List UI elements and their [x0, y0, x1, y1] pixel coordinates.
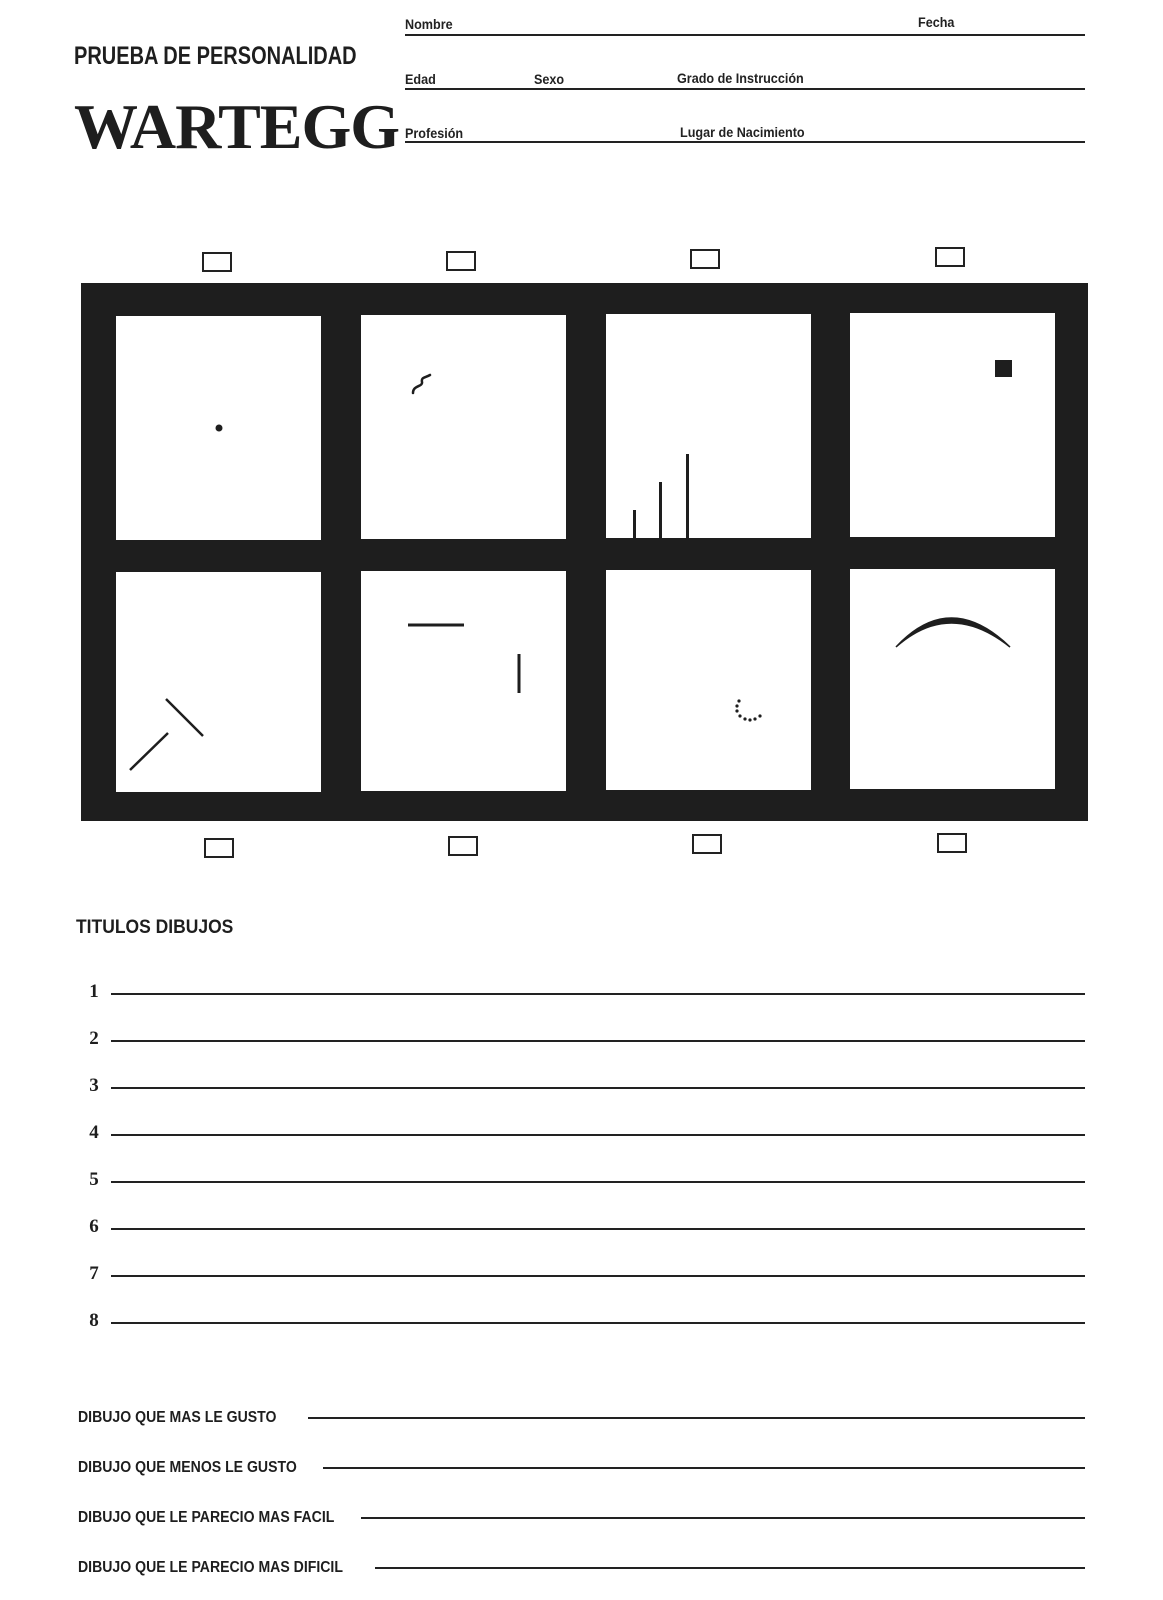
test-title: WARTEGG: [74, 91, 400, 162]
edad-sexo-grado-field[interactable]: [405, 88, 1085, 90]
title-line-5[interactable]: [111, 1181, 1085, 1183]
drawing-cell-6[interactable]: [361, 571, 566, 791]
diagonal-lines-icon: [116, 572, 321, 792]
most-liked-label: DIBUJO QUE MAS LE GUSTO: [78, 1409, 277, 1426]
title-number-7: 7: [89, 1263, 99, 1284]
fecha-label: Fecha: [918, 14, 955, 30]
profesion-label: Profesión: [405, 125, 464, 141]
sexo-label: Sexo: [534, 71, 565, 87]
title-number-4: 4: [89, 1122, 99, 1143]
drawing-cell-1[interactable]: [116, 316, 321, 540]
drawing-cell-4[interactable]: [850, 313, 1055, 537]
large-arc-icon: [850, 569, 1055, 789]
hardest-line[interactable]: [375, 1567, 1085, 1569]
title-number-2: 2: [89, 1028, 99, 1049]
drawing-cell-7[interactable]: [606, 570, 811, 790]
title-line-3[interactable]: [111, 1087, 1085, 1089]
title-line-8[interactable]: [111, 1322, 1085, 1324]
titles-heading: TITULOS DIBUJOS: [76, 917, 234, 938]
nombre-label: Nombre: [405, 16, 453, 32]
ascending-bars-icon: [606, 314, 811, 538]
order-box-1[interactable]: [202, 252, 232, 272]
title-line-6[interactable]: [111, 1228, 1085, 1230]
edad-label: Edad: [405, 71, 436, 87]
horizontal-vertical-lines-icon: [361, 571, 566, 791]
order-box-4[interactable]: [935, 247, 965, 267]
title-number-6: 6: [89, 1216, 99, 1237]
title-number-3: 3: [89, 1075, 99, 1096]
black-square-icon: [850, 313, 1055, 537]
drawing-cell-2[interactable]: [361, 315, 566, 539]
title-line-7[interactable]: [111, 1275, 1085, 1277]
title-line-4[interactable]: [111, 1134, 1085, 1136]
order-box-7[interactable]: [692, 834, 722, 854]
test-subtitle: PRUEBA DE PERSONALIDAD: [74, 42, 357, 70]
title-number-8: 8: [89, 1310, 99, 1331]
drawing-cell-3[interactable]: [606, 314, 811, 538]
easiest-label: DIBUJO QUE LE PARECIO MAS FACIL: [78, 1509, 335, 1526]
order-box-3[interactable]: [690, 249, 720, 269]
easiest-line[interactable]: [361, 1517, 1085, 1519]
title-line-1[interactable]: [111, 993, 1085, 995]
order-box-5[interactable]: [204, 838, 234, 858]
center-dot-icon: [116, 316, 321, 540]
dotted-arc-icon: [606, 570, 811, 790]
title-number-5: 5: [89, 1169, 99, 1190]
lugar-label: Lugar de Nacimiento: [680, 124, 805, 140]
wavy-line-icon: [361, 315, 566, 539]
least-liked-line[interactable]: [323, 1467, 1085, 1469]
title-number-1: 1: [89, 981, 99, 1002]
order-box-2[interactable]: [446, 251, 476, 271]
nombre-fecha-field[interactable]: [405, 34, 1085, 36]
title-line-2[interactable]: [111, 1040, 1085, 1042]
drawing-cell-5[interactable]: [116, 572, 321, 792]
grado-label: Grado de Instrucción: [677, 70, 804, 86]
least-liked-label: DIBUJO QUE MENOS LE GUSTO: [78, 1459, 297, 1476]
hardest-label: DIBUJO QUE LE PARECIO MAS DIFICIL: [78, 1559, 343, 1576]
order-box-8[interactable]: [937, 833, 967, 853]
order-box-6[interactable]: [448, 836, 478, 856]
drawing-cell-8[interactable]: [850, 569, 1055, 789]
drawing-grid: [81, 283, 1088, 821]
profesion-lugar-field[interactable]: [405, 141, 1085, 143]
most-liked-line[interactable]: [308, 1417, 1085, 1419]
